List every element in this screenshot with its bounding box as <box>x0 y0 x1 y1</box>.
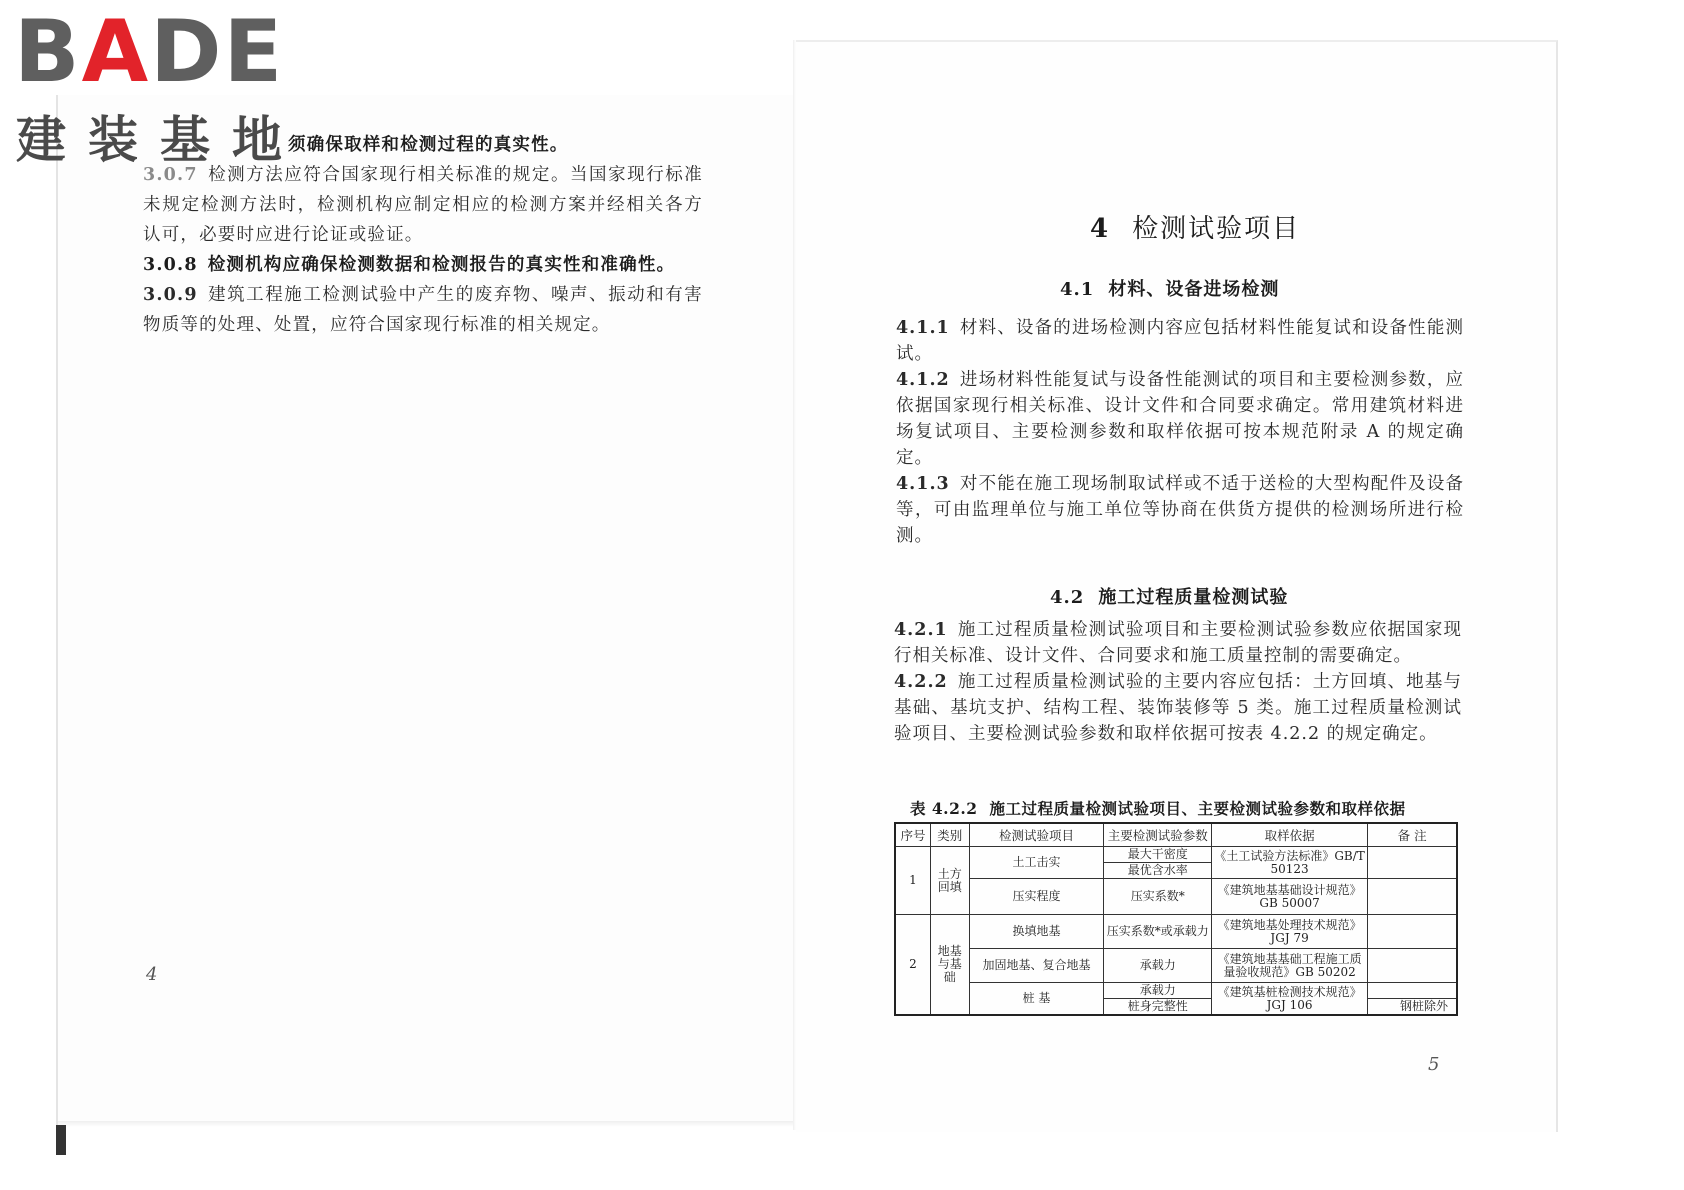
cell-note <box>1368 847 1457 879</box>
page-gutter <box>793 40 796 1130</box>
cell-basis: 《土工试验方法标准》GB/T 50123 <box>1211 847 1367 879</box>
binding-mark <box>56 1125 66 1155</box>
clause-3-0-9: 3.0.9 建筑工程施工检测试验中产生的废弃物、噪声、振动和有害物质等的处理、处置，应符合国家现行标准的相关规定。 <box>143 285 703 335</box>
cell-note: 钢桩除外 <box>1368 999 1457 1016</box>
chapter-title: 4 检测试验项目 <box>1090 214 1301 244</box>
cell-item: 土工击实 <box>969 847 1104 879</box>
logo-wordmark: BADE <box>14 2 285 102</box>
section-title-4-2: 4.2 施工过程质量检测试验 <box>1050 587 1289 608</box>
table-row <box>895 847 1457 863</box>
clause-4-2-1: 4.2.1 施工过程质量检测试验项目和主要检测试验参数应依据国家现行相关标准、设计文件、合同要求和施工质量控制的需要确定。 <box>894 620 1462 666</box>
section-title-4-1: 4.1 材料、设备进场检测 <box>1060 279 1280 300</box>
cell-param: 承载力 <box>1104 983 1212 999</box>
cell-param: 压实系数* <box>1104 879 1212 915</box>
clause-3-0-8: 3.0.8 检测机构应确保检测数据和检测报告的真实性和准确性。 <box>143 255 676 275</box>
col-header-note: 备 注 <box>1368 823 1457 847</box>
col-header-item: 检测试验项目 <box>969 823 1104 847</box>
col-header-category: 类别 <box>931 823 970 847</box>
table-row <box>895 983 1457 999</box>
page-edge-shadow <box>58 1121 798 1127</box>
page-number-right: 5 <box>1428 1054 1440 1075</box>
cell-item: 压实程度 <box>969 879 1104 915</box>
cell-note <box>1368 949 1457 983</box>
inspection-table <box>894 822 1458 1016</box>
clause-4-2-2: 4.2.2 施工过程质量检测试验的主要内容应包括：土方回填、地基与基础、基坑支护、结构工程、装饰装修等 5 类。施工过程质量检测试验项目、主要检测试验参数和取样依据可按表 4.2.2 的规定确定。 <box>894 672 1462 744</box>
table-header-row <box>895 823 1457 847</box>
section-4-1-body <box>896 315 1464 549</box>
col-header-seq: 序号 <box>895 823 931 847</box>
cell-category: 土方回填 <box>931 847 970 915</box>
cell-param: 最大干密度 <box>1104 847 1212 863</box>
clause-4-1-2: 4.1.2 进场材料性能复试与设备性能测试的项目和主要检测参数，应依据国家现行相关标准、设计文件和合同要求确定。常用建筑材料进场复试项目、主要检测参数和取样依据可按本规范附录 A 的规定确定。 <box>896 370 1464 468</box>
clause-4-1-1: 4.1.1 材料、设备的进场检测内容应包括材料性能复试和设备性能测试。 <box>896 318 1464 364</box>
continued-line: 须确保取样和检测过程的真实性。 <box>288 135 569 155</box>
col-header-basis: 取样依据 <box>1211 823 1367 847</box>
cell-seq: 2 <box>895 915 931 1016</box>
table-row <box>895 949 1457 983</box>
cell-param: 承载力 <box>1104 949 1212 983</box>
left-page-body <box>143 130 703 340</box>
cell-item: 桩 基 <box>969 983 1104 1016</box>
cell-basis: 《建筑地基处理技术规范》JGJ 79 <box>1211 915 1367 949</box>
cell-basis: 《建筑地基基础设计规范》GB 50007 <box>1211 879 1367 915</box>
cell-category: 地基与基础 <box>931 915 970 1016</box>
section-4-2-body <box>894 617 1462 747</box>
cell-item: 加固地基、复合地基 <box>969 949 1104 983</box>
table-caption: 表 4.2.2 施工过程质量检测试验项目、主要检测试验参数和取样依据 <box>910 799 1406 818</box>
cell-param: 最优含水率 <box>1104 863 1212 879</box>
clause-3-0-7: 3.0.7 检测方法应符合国家现行相关标准的规定。当国家现行标准未规定检测方法时，检测机构应制定相应的检测方案并经相关各方认可，必要时应进行论证或验证。 <box>143 165 703 245</box>
logo-subtitle: 建装基地 <box>16 111 304 169</box>
cell-param: 桩身完整性 <box>1104 999 1212 1016</box>
clause-4-1-3: 4.1.3 对不能在施工现场制取试样或不适于送检的大型构配件及设备等，可由监理单位与施工单位等协商在供货方提供的检测场所进行检测。 <box>896 474 1464 546</box>
cell-param: 压实系数*或承载力 <box>1104 915 1212 949</box>
cell-note <box>1368 983 1457 999</box>
table-row <box>895 879 1457 915</box>
cell-note <box>1368 879 1457 915</box>
cell-note <box>1368 915 1457 949</box>
cell-basis: 《建筑基桩检测技术规范》JGJ 106 <box>1211 983 1367 1016</box>
table-row <box>895 915 1457 949</box>
cell-item: 换填地基 <box>969 915 1104 949</box>
col-header-param: 主要检测试验参数 <box>1104 823 1212 847</box>
cell-basis: 《建筑地基基础工程施工质量验收规范》GB 50202 <box>1211 949 1367 983</box>
page-number-left: 4 <box>146 964 158 985</box>
cell-seq: 1 <box>895 847 931 915</box>
